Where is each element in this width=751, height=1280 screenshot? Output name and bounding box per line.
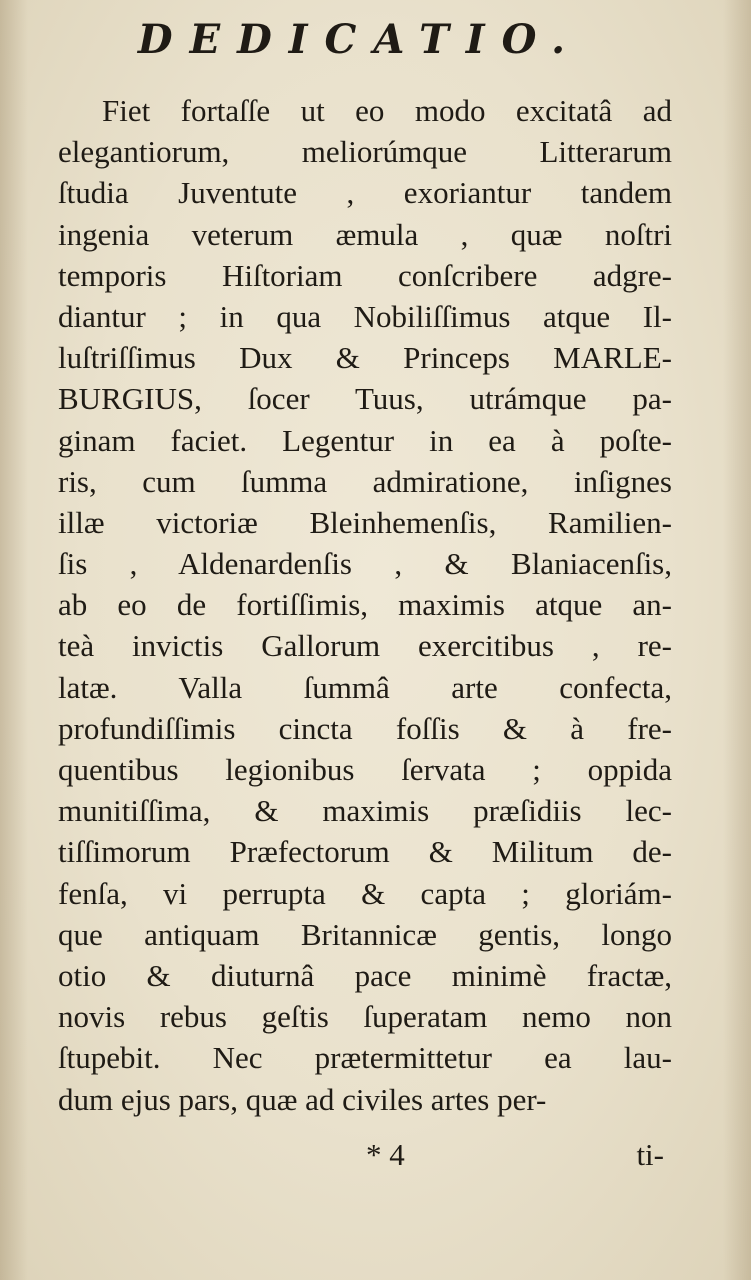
text-line: diantur ; in qua Nobiliſſimus atque Il- [58, 298, 672, 334]
text-line: luſtriſſimus Dux & Princeps MARLE- [58, 340, 672, 376]
text-line: temporis Hiſtoriam conſcribere adgre- [58, 257, 672, 293]
page-footer [58, 1133, 672, 1177]
text-line: ginam faciet. Legentur in ea à poſte- [58, 422, 672, 458]
text-line: ſtupebit. Nec prætermittetur ea lau- [58, 1040, 672, 1076]
text-line: munitiſſima, & maximis præſidiis lec- [58, 793, 672, 829]
text-line: illæ victoriæ Bleinhemenſis, Ramilien- [58, 504, 672, 540]
page-right-edge-shadow [723, 0, 751, 1280]
catchword: ti- [636, 1137, 664, 1172]
text-line: dum ejus pars, quæ ad civiles artes per- [58, 1081, 547, 1117]
text-line: ab eo de fortiſſimis, maximis atque an- [58, 587, 672, 623]
text-line: elegantiorum, meliorúmque Litterarum [58, 134, 672, 170]
text-line: latæ. Valla ſummâ arte confecta, [58, 669, 672, 705]
text-line: ris, cum ſumma admiratione, inſignes [58, 463, 672, 499]
text-line: quentibus legionibus ſervata ; oppida [58, 752, 672, 787]
signature-mark: * 4 [366, 1137, 405, 1172]
text-line: ſis , Aldenardenſis , & Blaniacenſis, [58, 546, 672, 582]
text-line: ingenia veterum æmula , quæ noſtri [58, 216, 672, 252]
text-line: tiſſimorum Præfectorum & Militum de- [58, 834, 672, 870]
text-line: fenſa, vi perrupta & capta ; gloriám- [58, 875, 672, 911]
text-line: BURGIUS, ſocer Tuus, utrámque pa- [58, 381, 672, 417]
text-line: ſtudia Juventute , exoriantur tandem [58, 175, 672, 211]
text-line: otio & diuturnâ pace minimè fractæ, [58, 957, 672, 993]
text-line: Fiet fortaſſe ut eo modo excitatâ ad [102, 93, 672, 128]
text-line: teà invictis Gallorum exercitibus , re- [58, 628, 672, 664]
running-head: DEDICATIO. [137, 16, 583, 63]
page-left-edge-shadow [0, 0, 28, 1280]
body-text [58, 90, 672, 1120]
text-line: novis rebus geſtis ſuperatam nemo non [58, 999, 672, 1035]
text-line: profundiſſimis cincta foſſis & à fre- [58, 710, 672, 746]
text-line: que antiquam Britannicæ gentis, longo [58, 916, 672, 952]
